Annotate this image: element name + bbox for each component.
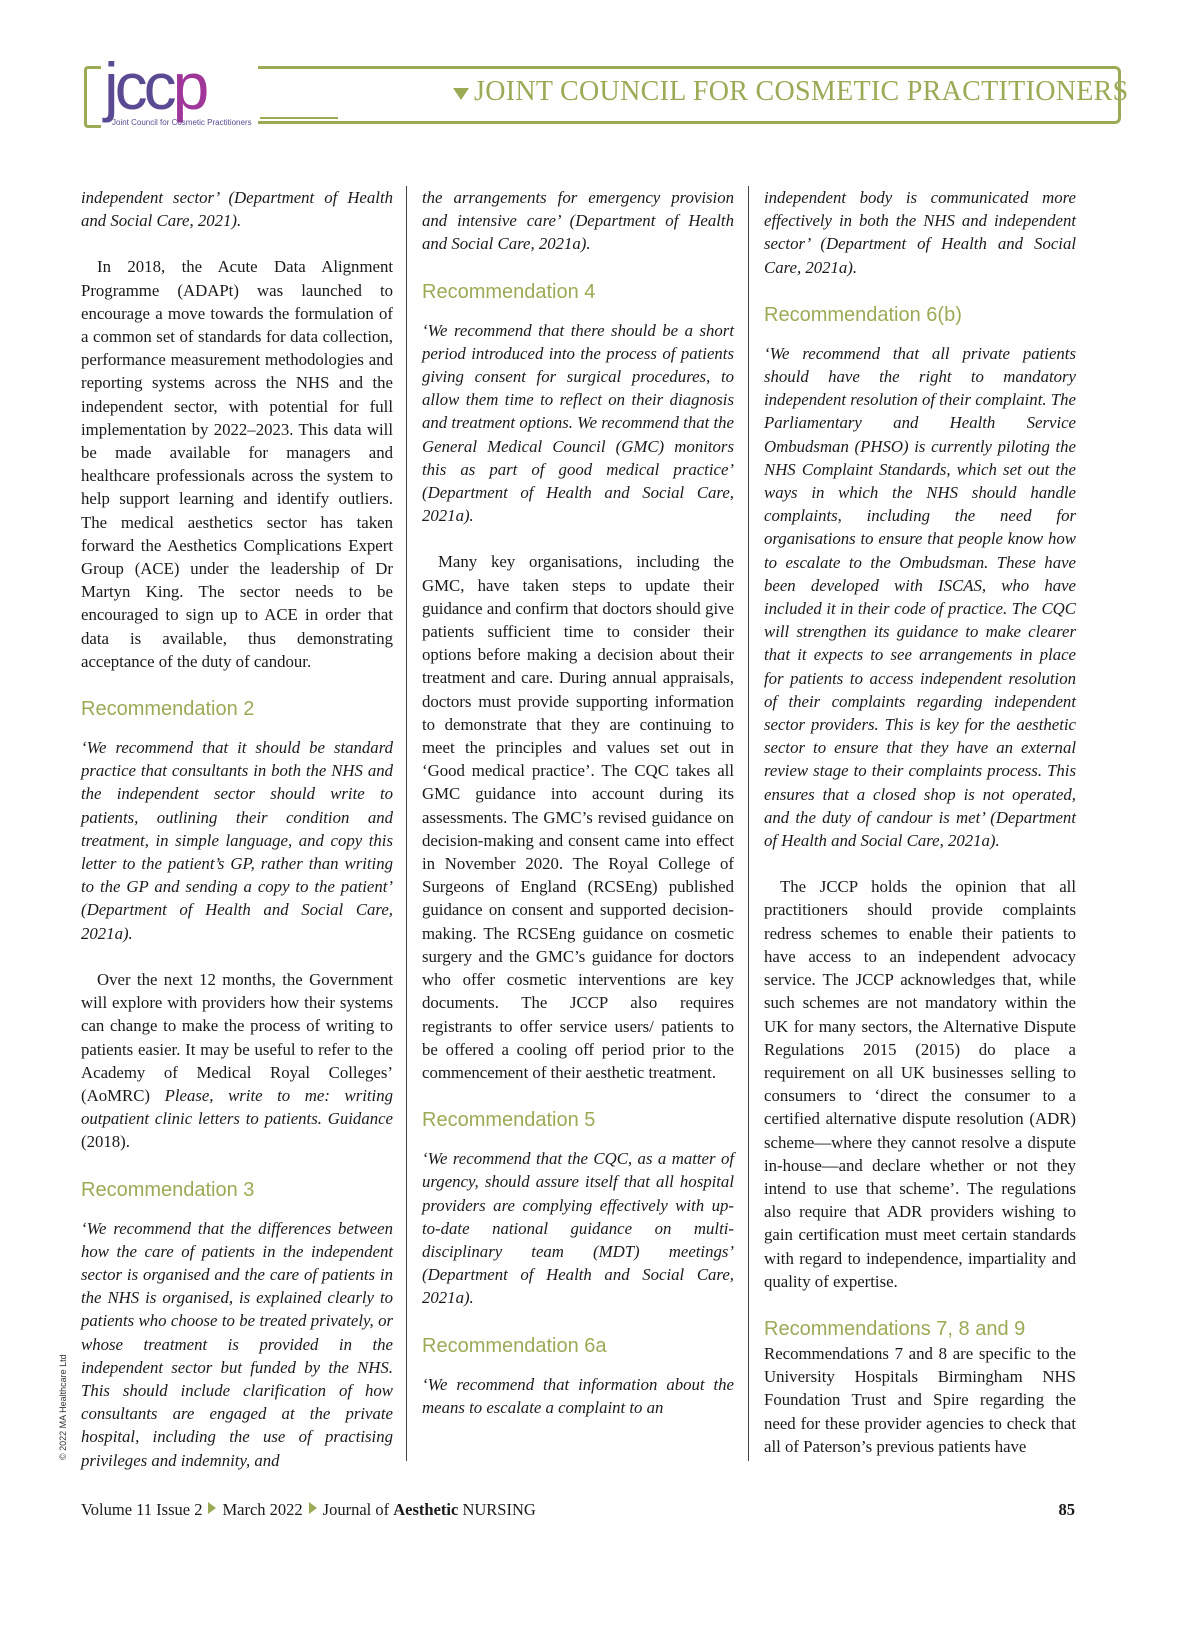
- triangle-right-icon: [208, 1502, 216, 1514]
- paragraph: The JCCP holds the opinion that all practitioners should provide complaints redress schemes to enable their patients to have access to an independent advocacy service. The JCCP acknowledges that, while such schemes are not mandatory within the UK for many sectors, the Alternative Dispute Regulations 2015 (2015) do place a requirement on all UK businesses selling to consumers to ‘direct the consumer to a certified alternative dispute resolution (ADR) scheme—where they cannot resolve a dispute in-house—and declare whether or not they intend to use that scheme’. The regulations also require that ADR providers wishing to gain certification must meet certain standards with regard to independence, impartiality and quality of expertise.: [764, 877, 1076, 1291]
- text-run: (2018).: [81, 1132, 130, 1152]
- heading-recommendation-6a: Recommendation 6a: [422, 1334, 607, 1357]
- quote-paragraph: the arrangements for emergency provision and intensive care’ (Department of Health and Social Care, 2021a).: [422, 188, 734, 254]
- triangle-right-icon: [309, 1502, 317, 1514]
- heading-recommendation-6b: Recommendation 6(b): [764, 303, 962, 326]
- logo-letter-p: p: [172, 49, 206, 123]
- column-1: [81, 186, 393, 1495]
- copyright-notice: © 2022 MA Healthcare Ltd: [58, 1354, 68, 1460]
- paragraph: [81, 968, 393, 1154]
- footer-volume: Volume 11 Issue 2: [81, 1500, 203, 1519]
- citation-title: Please, write to me: writing outpatient clinic letters to patients. Guidance: [81, 1085, 393, 1129]
- footer-journal-bold: Aesthetic: [393, 1500, 459, 1519]
- jccp-logo: [104, 48, 205, 124]
- quote-paragraph: ‘We recommend that it should be standard practice that consultants in both the NHS and the independent sector should write to patients, outlining their condition and treatment, in simple language, and copy this letter to the patient’s GP, rather than writing to the GP and sending a copy to the patient’ (Department of Health and Social Care, 2021a).: [81, 738, 393, 943]
- page-number: 85: [1058, 1500, 1075, 1519]
- heading-recommendation-5: Recommendation 5: [422, 1109, 596, 1132]
- text-run: Over the next 12 months, the Government will explore with providers how their systems can change to make the process of writing to patients easier. It may be useful to refer to the Academy of Medical Royal Colleges’ (AoMRC): [81, 969, 393, 1105]
- paragraph: independent sector’ (Department of Health and Social Care, 2021).: [81, 188, 393, 231]
- heading-recommendations-7-8-9: Recommendations 7, 8 and 9: [764, 1317, 1026, 1340]
- logo-subtitle: Joint Council for Cosmetic Practitioners: [112, 118, 252, 127]
- paragraph: Recommendations 7 and 8 are specific to the University Hospitals Birmingham NHS Foundation Trust and Spire regarding the need for these provider agencies to check that all of Paterson’s previous patients have: [764, 1343, 1076, 1456]
- logo-bracket: [84, 66, 101, 128]
- triangle-down-icon: [453, 88, 469, 100]
- column-divider: [748, 186, 749, 1461]
- paragraph: Many key organisations, including the GMC, have taken steps to update their guidance and confirm that doctors should give patients sufficient time to consider their options before making a decision about their treatment and care. During annual appraisals, doctors must provide supporting information to demonstrate that they are continuing to meet the principles and values set out in ‘Good medical practice’. The CQC takes all GMC guidance into account during its assessments. The GMC’s revised guidance on decision-making and consent came into effect in November 2020. The Royal College of Surgeons of England (RCSEng) published guidance on consent and supported decision-making. The RCSEng guidance on cosmetic surgery and the GMC’s guidance for doctors who offer cosmetic interventions are key documents. The JCCP also requires registrants to offer service users/ patients to be offered a cooling off period prior to the commencement of their aesthetic treatment.: [422, 552, 734, 1082]
- paragraph: In 2018, the Acute Data Alignment Programme (ADAPt) was launched to encourage a move towards the formulation of a common set of standards for data collection, performance measurement methodologies and reporting systems across the NHS and the independent sector, with potential for full implementation by 2022–2023. This data will be made available for managers and healthcare professionals across the system to help support learning and identify outliers. The medical aesthetics sector has taken forward the Aesthetics Complications Expert Group (ACE) under the leadership of Dr Martyn King. The sector needs to be encouraged to sign up to ACE in order that data is available, thus demonstrating acceptance of the duty of candour.: [81, 257, 393, 671]
- heading-recommendation-2: Recommendation 2: [81, 698, 255, 721]
- column-divider: [406, 186, 407, 1461]
- quote-paragraph: ‘We recommend that the CQC, as a matter of urgency, should assure itself that all hospital providers are complying effectively with up-to-date national guidance on multi-disciplinary team (MDT) meetings’ (Department of Health and Social Care, 2021a).: [422, 1149, 734, 1308]
- header-banner-title: JOINT COUNCIL FOR COSMETIC PRACTITIONERS: [474, 76, 1129, 107]
- footer-journal-suffix: NURSING: [458, 1500, 536, 1519]
- footer-date: March 2022: [222, 1500, 303, 1519]
- logo-letters: jcc: [104, 49, 173, 123]
- quote-paragraph: ‘We recommend that information about the means to escalate a complaint to an: [422, 1374, 734, 1417]
- heading-recommendation-4: Recommendation 4: [422, 280, 596, 303]
- quote-paragraph: ‘We recommend that there should be a short period introduced into the process of patients giving consent for surgical procedures, to allow them time to reflect on their diagnosis and treatment options. We recommend that the General Medical Council (GMC) monitors this as part of good medical practice’ (Department of Health and Social Care, 2021a).: [422, 320, 734, 526]
- quote-paragraph: ‘We recommend that the differences between how the care of patients in the independent sector is organised and the care of patients in the NHS is organised, is explained clearly to patients who choose to be treated privately, or whose treatment is provided in the independent sector but funded by the NHS. This should include clarification of how consultants are engaged at the private hospital, including the use of practising privileges and indemnity, and: [81, 1218, 393, 1470]
- page-footer: [81, 1500, 1075, 1520]
- footer-journal-prefix: Journal of: [322, 1500, 394, 1519]
- quote-paragraph: independent body is communicated more effectively in both the NHS and independent sector’ (Department of Health and Social Care, 2021a).: [764, 188, 1076, 277]
- column-2: [422, 186, 734, 1442]
- column-3: [764, 186, 1076, 1481]
- page-header: [80, 48, 1129, 138]
- quote-paragraph: ‘We recommend that all private patients should have the right to mandatory independent resolution of their complaint. The Parliamentary and Health Service Ombudsman (PHSO) is currently piloting the NHS Complaint Standards, which set out the ways in which the NHS should handle complaints, including the need for organisations to ensure that people know how to escalate to the Ombudsman. These have been developed with ISCAS, who have included it in their code of practice. The CQC will strengthen its guidance to make clearer that it expects to see arrangements in place for patients to access independent resolution of their complaints regarding independent sector providers. This is key for the aesthetic sector to ensure that they have an external review stage to their complaints process. This ensures that a closed shop is not operated, and the duty of candour is met’ (Department of Health and Social Care, 2021a).: [764, 343, 1076, 851]
- heading-recommendation-3: Recommendation 3: [81, 1178, 255, 1201]
